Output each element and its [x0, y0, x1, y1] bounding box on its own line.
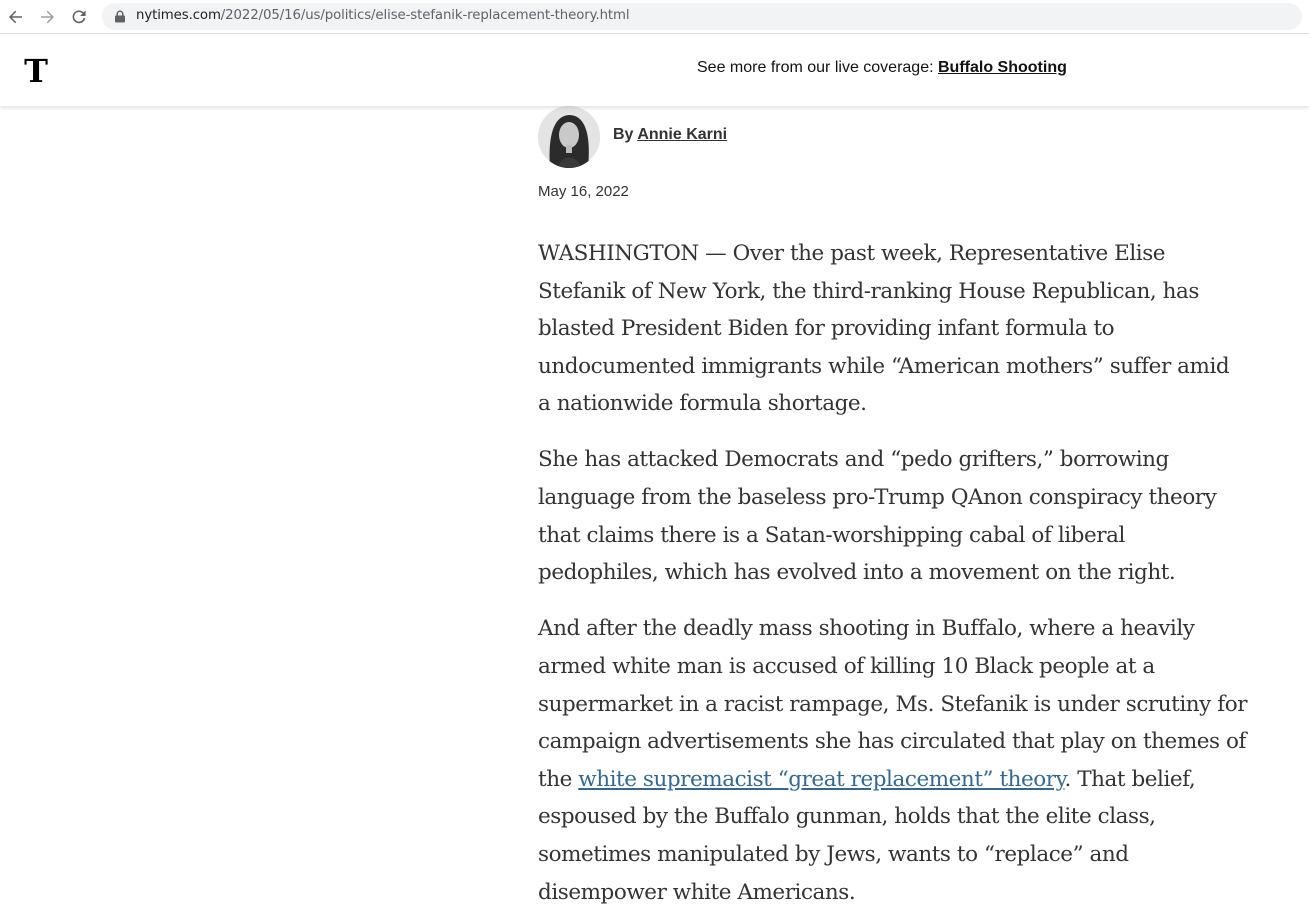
paragraph-line: sometimes manipulated by Jews, wants to “replace” and — [538, 841, 1129, 867]
byline-text — [613, 126, 727, 144]
site-header — [0, 35, 1309, 106]
paragraph-line: that claims there is a Satan-worshipping cabal of liberal — [538, 522, 1125, 548]
forward-arrow-icon[interactable] — [35, 5, 59, 29]
link-line-after: . That belief, — [1064, 766, 1196, 792]
article-paragraph — [538, 441, 1298, 591]
paragraph-line: a nationwide formula shortage. — [538, 391, 867, 417]
article-body — [538, 235, 1298, 918]
back-arrow-icon[interactable] — [4, 5, 28, 29]
author-avatar — [538, 106, 600, 168]
paragraph-line: Stefanik of New York, the third-ranking House Republican, has — [538, 278, 1200, 304]
byline — [538, 106, 938, 168]
paragraph-line: espoused by the Buffalo gunman, holds that the elite class, — [538, 804, 1156, 830]
paragraph-line — [538, 761, 1298, 799]
url-path: /2022/05/16/us/politics/elise-stefanik-replacement-theory.html — [220, 8, 630, 23]
link-line-before: the — [538, 766, 579, 792]
paragraph-line: language from the baseless pro-Trump QAnon conspiracy theory — [538, 485, 1217, 511]
reload-icon[interactable] — [67, 5, 91, 29]
address-bar[interactable] — [102, 3, 1302, 30]
nyt-logo-glyph: T — [24, 52, 48, 90]
article-paragraph — [538, 235, 1298, 423]
paragraph-line: blasted President Biden for providing infant formula to — [538, 316, 1115, 342]
paragraph-line: armed white man is accused of killing 10 Black people at a — [538, 653, 1155, 679]
url-host: nytimes.com — [136, 8, 221, 23]
paragraph-line: pedophiles, which has evolved into a movement on the right. — [538, 560, 1176, 586]
live-coverage-label: See more from our live coverage: — [697, 59, 938, 76]
byline-prefix: By — [613, 126, 638, 143]
publish-date: May 16, 2022 — [538, 183, 629, 200]
paragraph-line: And after the deadly mass shooting in Buffalo, where a heavily — [538, 616, 1195, 642]
paragraph-line: She has attacked Democrats and “pedo grifters,” borrowing — [538, 447, 1169, 473]
url-text — [136, 8, 629, 23]
browser-toolbar — [0, 0, 1309, 34]
paragraph-line: disempower white Americans. — [538, 879, 856, 905]
replacement-theory-link[interactable]: white supremacist “great replacement” theory — [578, 766, 1065, 792]
author-link[interactable]: Annie Karni — [637, 126, 728, 143]
paragraph-line: undocumented immigrants while “American mothers” suffer amid — [538, 353, 1230, 379]
live-coverage-link[interactable]: Buffalo Shooting — [938, 59, 1067, 76]
paragraph-line: campaign advertisements she has circulated that play on themes of — [538, 729, 1247, 755]
paragraph-line: WASHINGTON — Over the past week, Representative Elise — [538, 241, 1166, 266]
nyt-logo[interactable] — [22, 54, 50, 88]
paragraph-line: supermarket in a racist rampage, Ms. Stefanik is under scrutiny for — [538, 691, 1248, 717]
lock-icon — [114, 10, 126, 23]
article-paragraph — [538, 610, 1298, 911]
live-coverage-banner — [697, 59, 1067, 77]
